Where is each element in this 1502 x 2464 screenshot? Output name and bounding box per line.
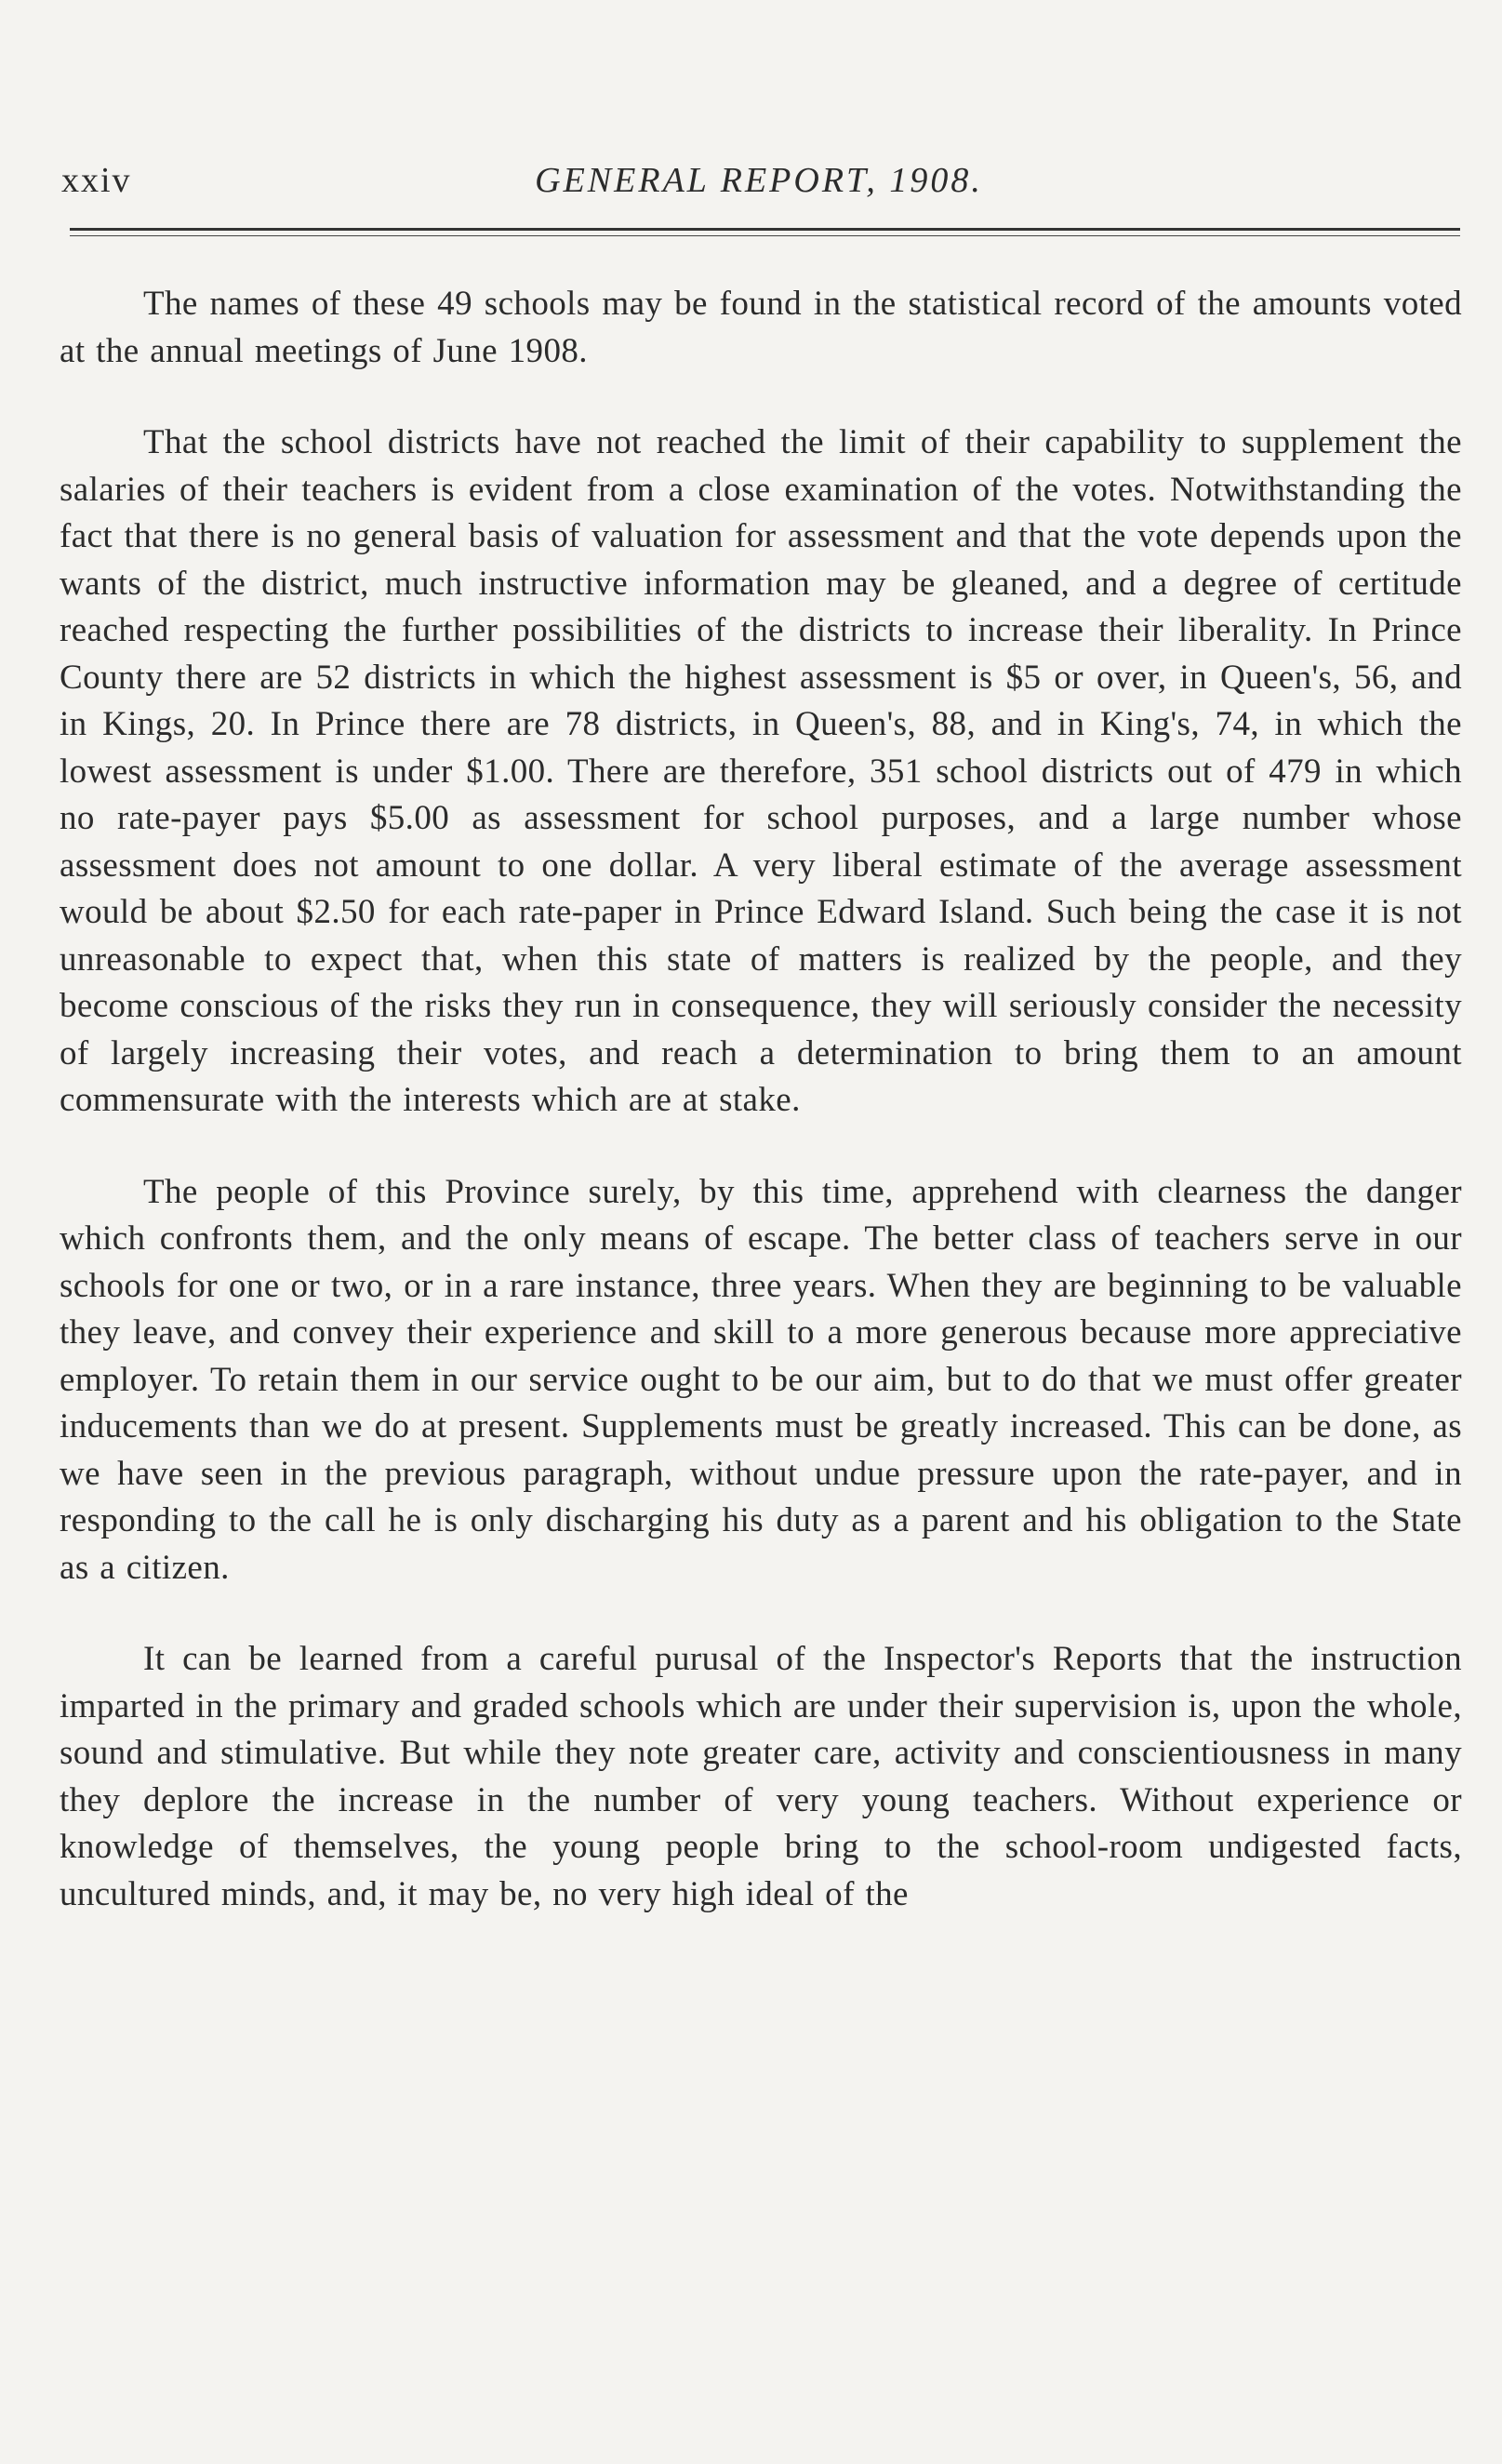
- paragraph-province-danger: The people of this Province surely, by this time, apprehend with clearness the danger which confronts them, and the only means of escape. The better class of teachers serve in our schools for one or two, or in a rare instance, three years. When they are beginning to be valuable they leave, and convey their experience and skill to a more generous because more appreciative employer. To retain them in our service ought to be our aim, but to do that we must offer greater inducements than we do at present. Supplements must be greatly increased. This can be done, as we have seen in the previous paragraph, without undue pressure upon the rate-payer, and in responding to the call he is only discharging his duty as a parent and his obligation to the State as a citizen.: [60, 1172, 1462, 1587]
- paragraph-inspector-reports: It can be learned from a careful purusal of the Inspector's Reports that the instruction imparted in the primary and graded schools which are under their supervision is, upon the whole, sound and stimulative. But while they note greater care, activity and conscientiousness in many they deplore the increase in the number of very young teachers. Without experience or knowledge of themselves, the young people bring to the school-room undigested facts, uncultured minds, and, it may be, no very high ideal of the: [60, 1640, 1462, 1913]
- paragraph-school-names: The names of these 49 schools may be found in the statistical record of the amounts voted at the annual meetings of June 1908.: [60, 285, 1462, 370]
- running-title: GENERAL REPORT, 1908.: [535, 161, 983, 200]
- page-number: xxiv: [61, 161, 132, 200]
- header-rule-thin: [70, 235, 1460, 236]
- header-rule-thick: [70, 228, 1460, 231]
- paragraph-district-capability: That the school districts have not reached the limit of their capability to supplement the salaries of their teachers is evident from a close examination of the votes. Notwithstanding the fact that there is no general basis of valuation for assessment and that the vote depends upon the wants of the district, much instructive information may be gleaned, and a degree of certitude reached respecting the further possibilities of the districts to increase their liberality. In Prince County there are 52 districts in which the highest assessment is $5 or over, in Queen's, 56, and in Kings, 20. In Prince there are 78 districts, in Queen's, 88, and in King's, 74, in which the lowest assessment is under $1.00. There are therefore, 351 school districts out of 479 in which no rate-payer pays $5.00 as assessment for school purposes, and a large number whose assessment does not amount to one dollar. A very liberal estimate of the average assessment would be about $2.50 for each rate-paper in Prince Edward Island. Such being the case it is not unreasonable to expect that, when this state of matters is realized by the people, and they become conscious of the risks they run in consequence, they will seriously consider the necessity of largely increasing their votes, and reach a determination to bring them to an amount commensurate with the interests which are at stake.: [60, 423, 1462, 1119]
- body-text: [60, 281, 1462, 1918]
- page-header: [61, 160, 1456, 206]
